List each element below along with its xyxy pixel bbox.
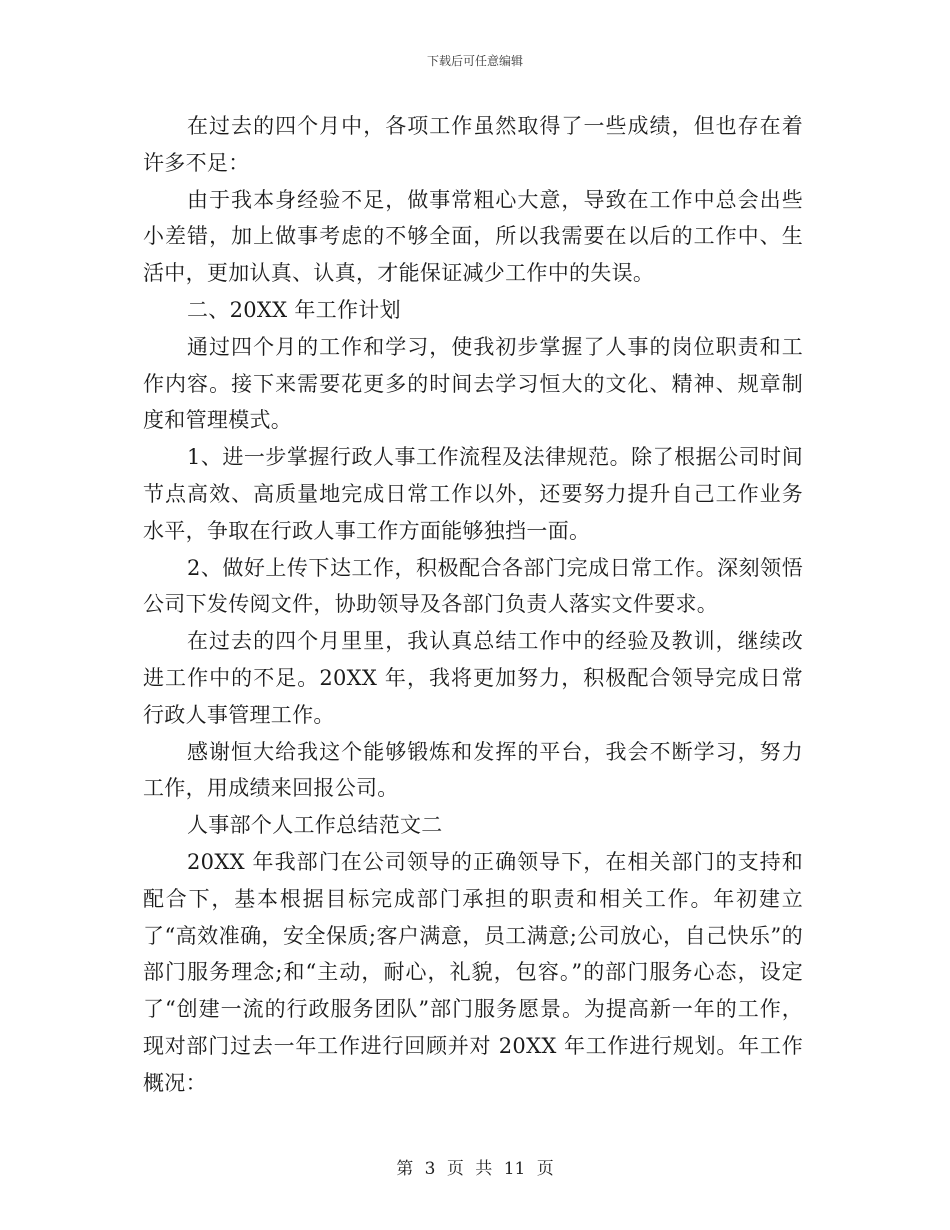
document-body — [143, 108, 803, 1102]
page-header: 下载后可任意编辑 — [426, 54, 523, 68]
paragraph: 20XX 年我部门在公司领导的正确领导下，在相关部门的支持和配合下，基本根据目标完成部门承担的职责和相关工作。年初建立了“高效准确，安全保质;客户满意，员工满意;公司放心，自己快乐”的部门服务理念;和“主动，耐心，礼貌，包容。”的部门服务心态，设定了“创建一流的行政服务团队”部门服务愿景。为提高新一年的工作，现对部门过去一年工作进行回顾并对 20XX 年工作进行规划。年工作概况： — [143, 849, 803, 1095]
paragraph: 在过去的四个月里里，我认真总结工作中的经验及教训，继续改进工作中的不足。20XX 年，我将更加努力，积极配合领导完成日常行政人事管理工作。 — [143, 629, 803, 727]
paragraph: 感谢恒大给我这个能够锻炼和发挥的平台，我会不断学习，努力工作，用成绩来回报公司。 — [143, 739, 803, 801]
paragraph: 由于我本身经验不足，做事常粗心大意，导致在工作中总会出些小差错，加上做事考虑的不够全面，所以我需要在以后的工作中、生活中，更加认真、认真，才能保证减少工作中的失误。 — [143, 187, 803, 286]
list-item: 2、做好上传下达工作，积极配合各部门完成日常工作。深刻领悟公司下发传阅文件，协助领导及各部门负责人落实文件要求。 — [143, 555, 803, 617]
section-heading: 人事部个人工作总结范文二 — [187, 813, 443, 838]
paragraph: 在过去的四个月中，各项工作虽然取得了一些成绩，但也存在着许多不足： — [143, 114, 803, 175]
list-item: 1、进一步掌握行政人事工作流程及法律规范。除了根据公司时间节点高效、高质量地完成日常工作以外，还要努力提升自己工作业务水平，争取在行政人事工作方面能够独挡一面。 — [143, 445, 803, 543]
page-number: 第 3 页 共 11 页 — [396, 1159, 554, 1179]
section-heading: 二、20XX 年工作计划 — [187, 297, 401, 322]
paragraph: 通过四个月的工作和学习，使我初步掌握了人事的岗位职责和工作内容。接下来需要花更多的时间去学习恒大的文化、精神、规章制度和管理模式。 — [143, 334, 803, 433]
